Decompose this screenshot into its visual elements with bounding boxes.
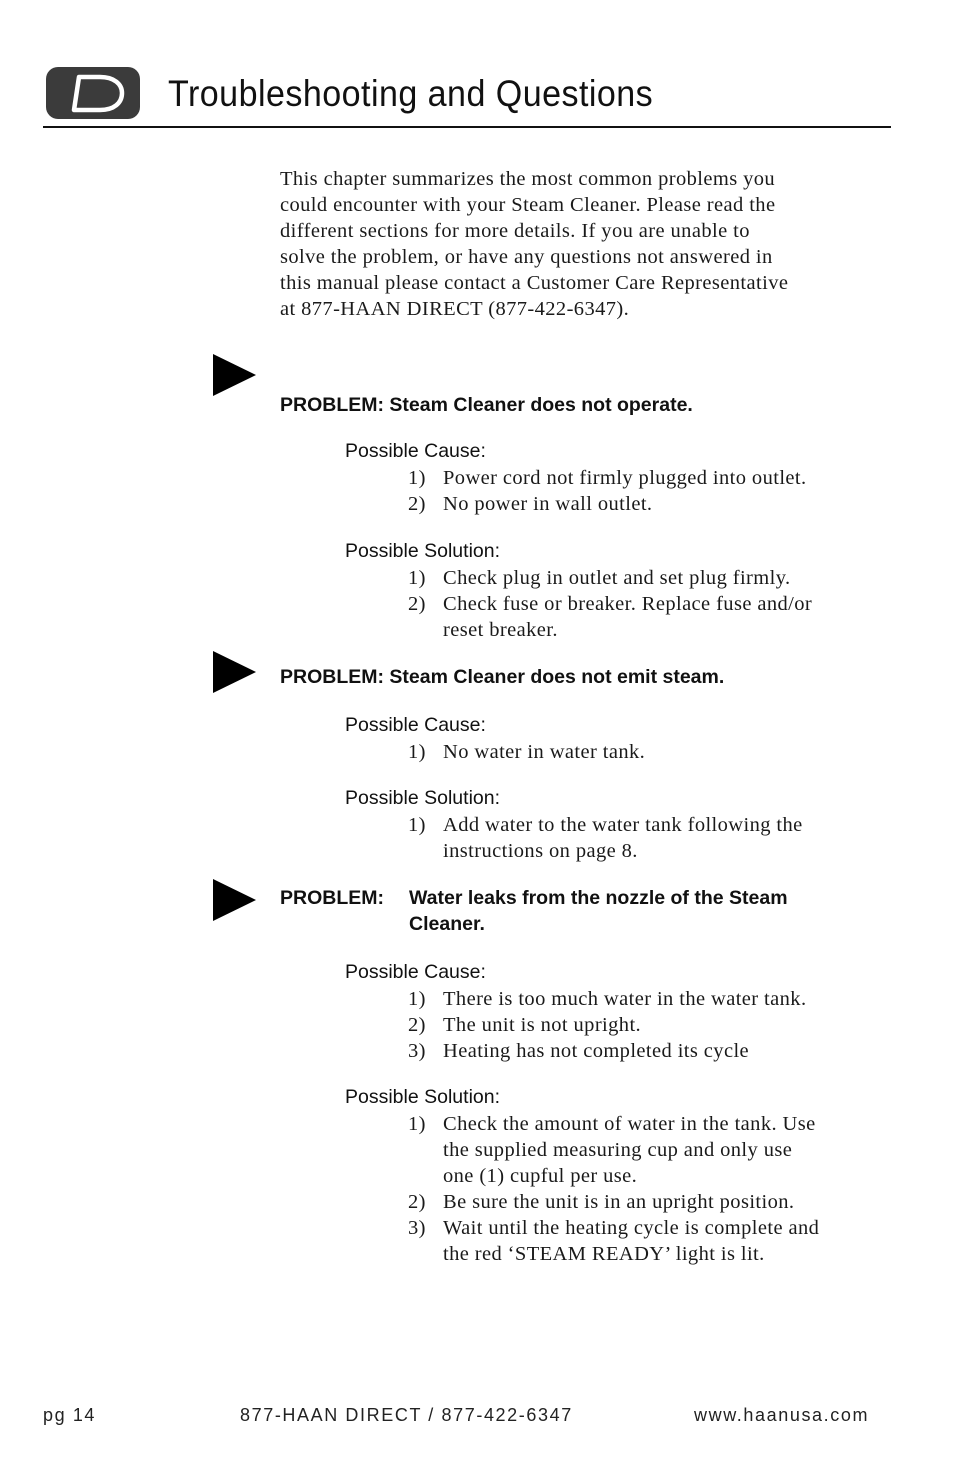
cause-heading: Possible Cause:	[345, 961, 486, 983]
solution-list	[408, 565, 812, 643]
arrow-bullet-icon	[213, 354, 256, 396]
intro-line: This chapter summarizes the most common problems you	[280, 168, 776, 190]
problem-label: PROBLEM:	[280, 666, 384, 688]
problem-text: Cleaner.	[409, 913, 485, 935]
problem-heading	[280, 885, 788, 937]
arrow-bullet-icon	[213, 879, 256, 921]
solution-heading: Possible Solution:	[345, 540, 501, 562]
list-item: 1) There is too much water in the water tank.	[408, 988, 807, 1010]
list-item: 2) Check fuse or breaker. Replace fuse and/or reset breaker.	[408, 593, 813, 641]
intro-line: could encounter with your Steam Cleaner. Please read the	[280, 194, 776, 216]
cause-heading: Possible Cause:	[345, 714, 486, 736]
problem-text: Water leaks from the nozzle of the Steam	[409, 887, 788, 909]
solution-list	[408, 812, 803, 864]
list-item: 2) The unit is not upright.	[408, 1014, 642, 1036]
cause-list	[408, 739, 645, 765]
intro-paragraph	[280, 166, 885, 322]
list-item: 1) Power cord not firmly plugged into outlet.	[408, 467, 807, 489]
solution-heading: Possible Solution:	[345, 1086, 501, 1108]
intro-line: at 877-HAAN DIRECT (877-422-6347).	[280, 298, 630, 320]
list-item: 2) Be sure the unit is in an upright position.	[408, 1191, 795, 1213]
problem-text: Steam Cleaner does not operate.	[389, 394, 693, 416]
chapter-badge	[46, 67, 140, 119]
list-item: 3) Heating has not completed its cycle	[408, 1040, 750, 1062]
problem-label: PROBLEM:	[280, 394, 384, 416]
footer-phone: 877-HAAN DIRECT / 877-422-6347	[240, 1405, 573, 1425]
problem-heading	[280, 392, 693, 418]
cause-list	[408, 465, 807, 517]
list-item: 1) No water in water tank.	[408, 741, 646, 763]
list-item: 2) No power in wall outlet.	[408, 493, 653, 515]
cause-heading: Possible Cause:	[345, 440, 486, 462]
problem-heading	[280, 664, 724, 690]
page-number: pg 14	[43, 1405, 97, 1425]
arrow-bullet-icon	[213, 651, 256, 693]
list-item: 1) Check plug in outlet and set plug firmly.	[408, 567, 791, 589]
list-item: 1) Add water to the water tank following the instructions on page 8.	[408, 814, 803, 862]
page-title: Troubleshooting and Questions	[168, 73, 654, 114]
intro-line: solve the problem, or have any questions not answered in	[280, 246, 773, 268]
solution-list	[408, 1111, 819, 1267]
solution-heading: Possible Solution:	[345, 787, 501, 809]
list-item: 1) Check the amount of water in the tank. Use the supplied measuring cup and only use one (1) cupful per use.	[408, 1113, 816, 1187]
intro-line: different sections for more details. If you are unable to	[280, 220, 750, 242]
problem-text: Steam Cleaner does not emit steam.	[389, 666, 725, 688]
footer-website: www.haanusa.com	[694, 1405, 870, 1425]
problem-label: PROBLEM:	[280, 887, 384, 909]
cause-list	[408, 986, 806, 1064]
chapter-d-icon	[46, 67, 140, 119]
title-divider	[43, 126, 891, 128]
intro-line: this manual please contact a Customer Care Representative	[280, 272, 789, 294]
list-item: 3) Wait until the heating cycle is complete and the red ‘STEAM READY’ light is lit.	[408, 1217, 820, 1265]
